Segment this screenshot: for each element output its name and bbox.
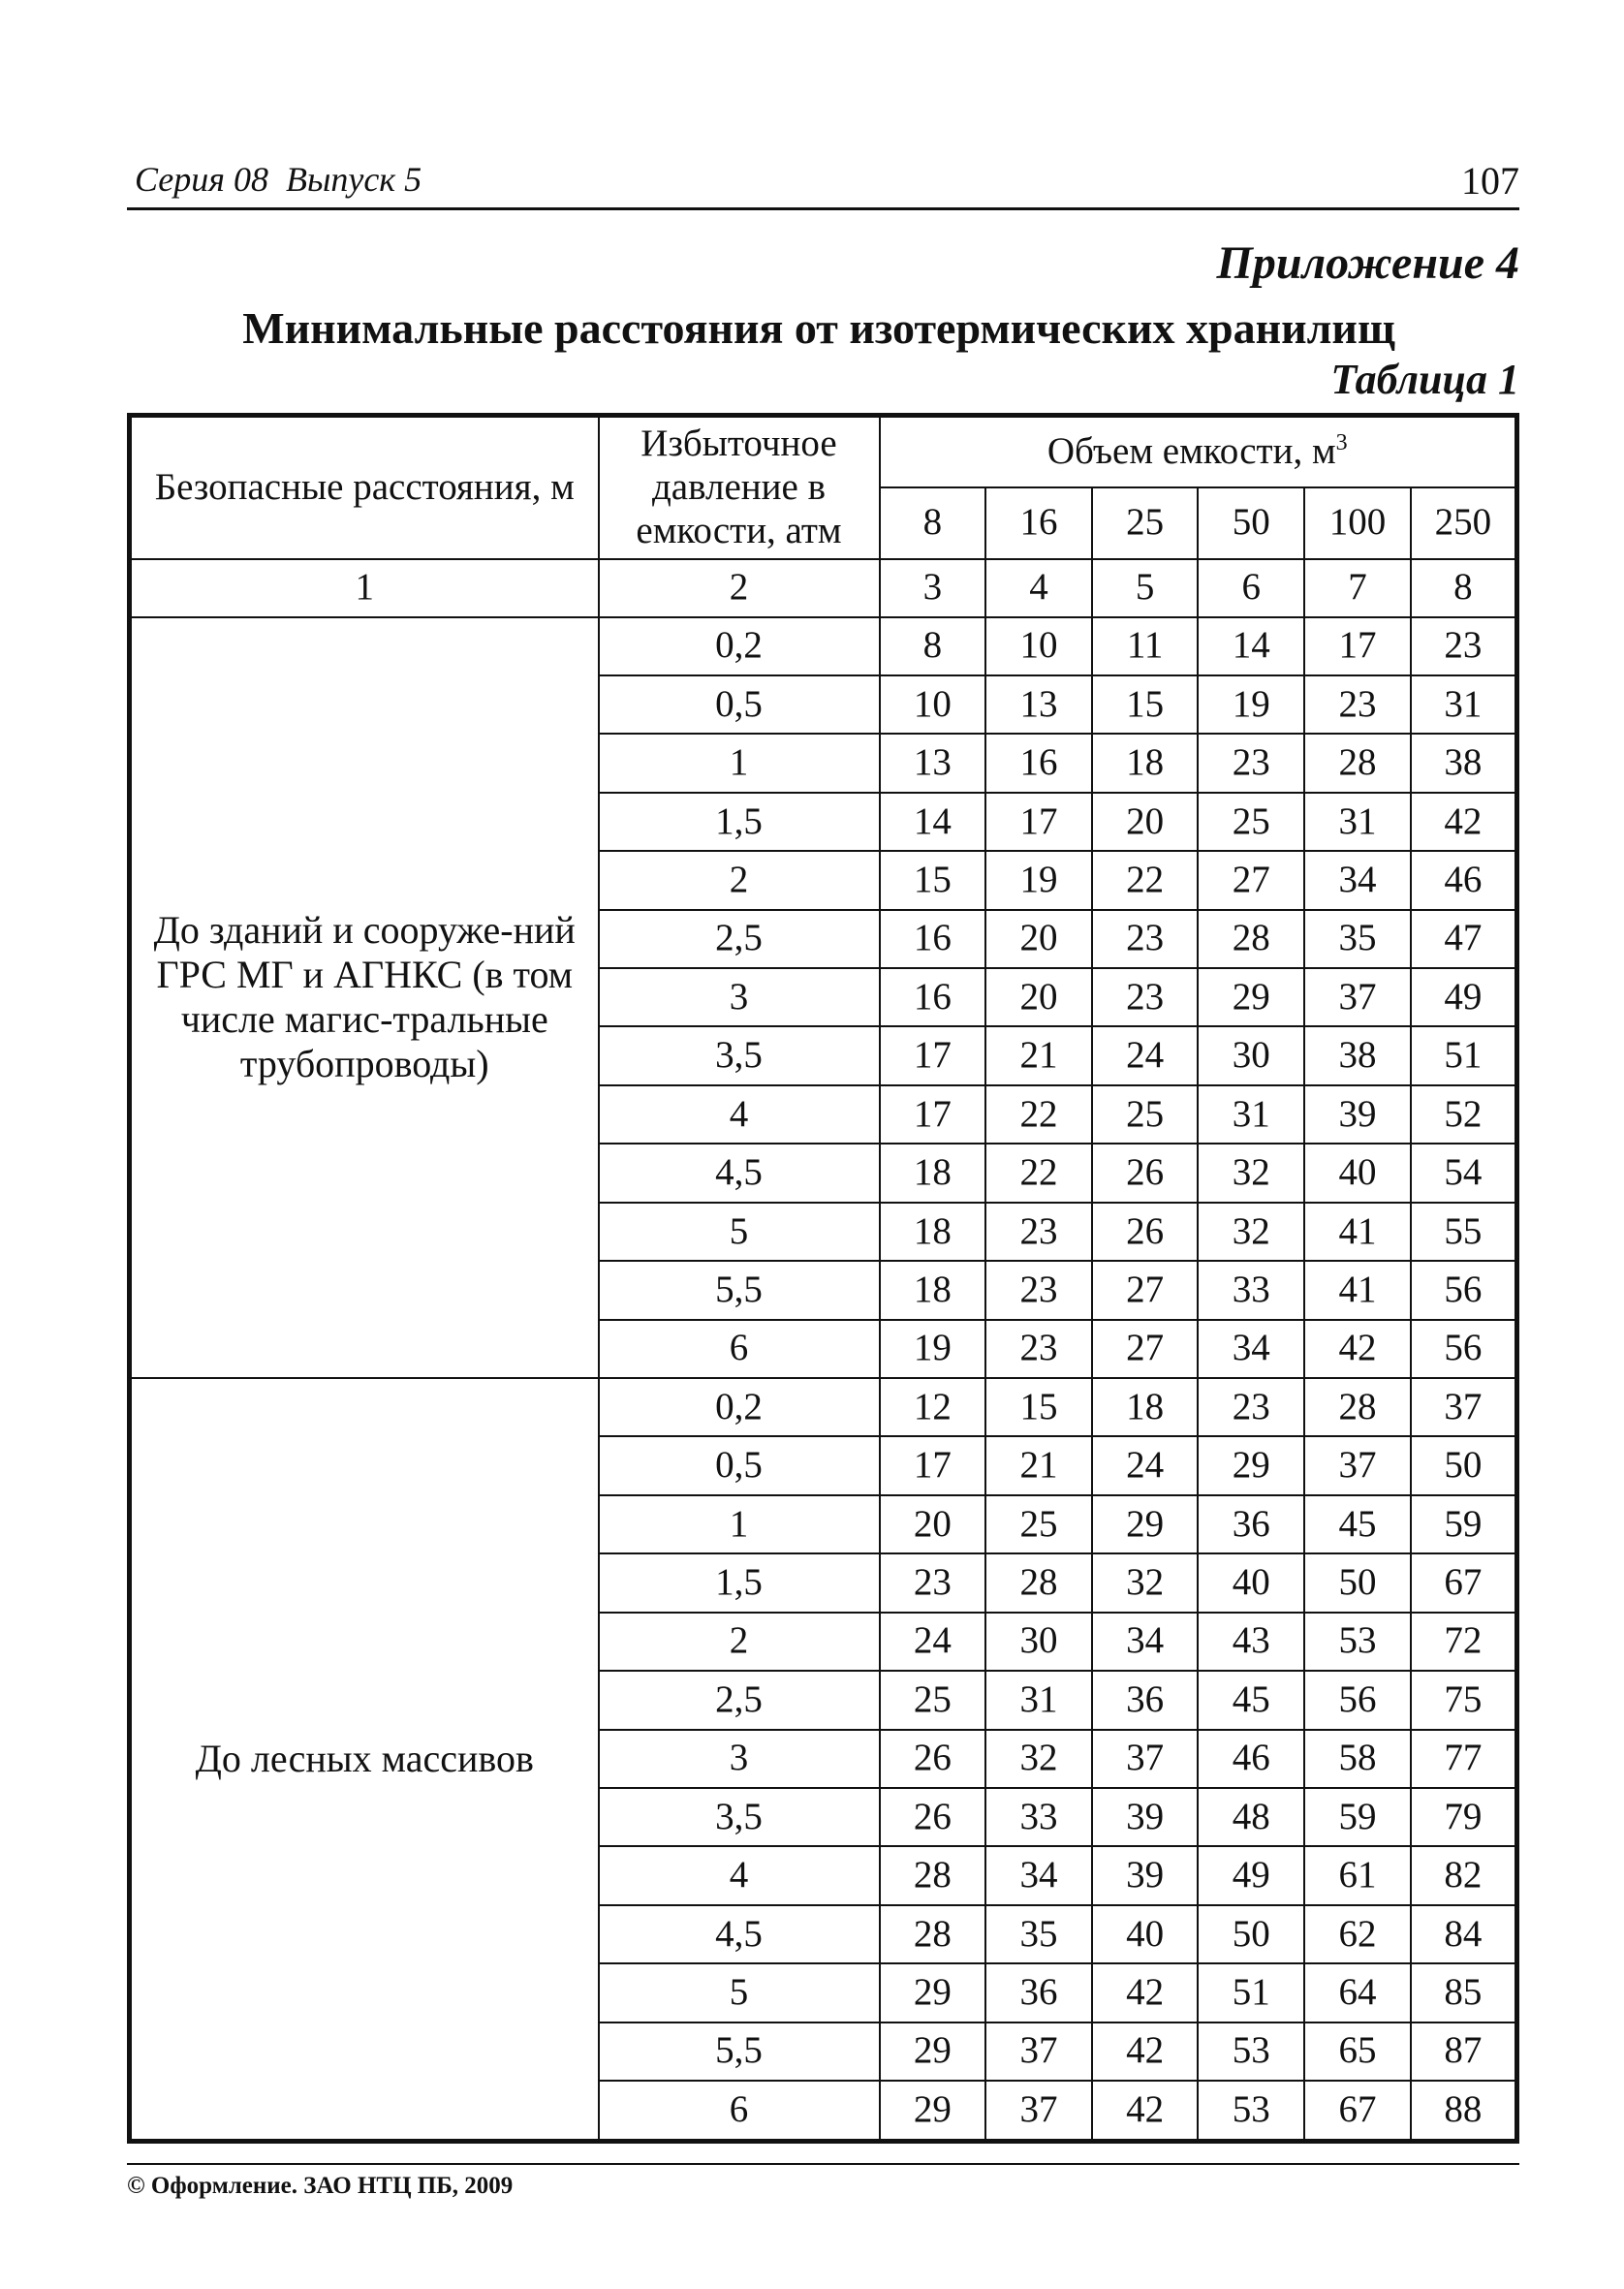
distance-value-cell: 40 — [1304, 1144, 1411, 1202]
distance-value-cell: 56 — [1411, 1320, 1517, 1378]
distance-value-cell: 53 — [1198, 2022, 1304, 2081]
distance-value-cell: 87 — [1411, 2022, 1517, 2081]
distance-value-cell: 23 — [1092, 968, 1199, 1026]
distance-value-cell: 26 — [880, 1730, 986, 1788]
distance-value-cell: 16 — [985, 734, 1092, 792]
distance-value-cell: 23 — [1198, 734, 1304, 792]
distance-value-cell: 34 — [1092, 1613, 1199, 1671]
distance-value-cell: 59 — [1411, 1495, 1517, 1553]
column-number-cell: 5 — [1092, 559, 1199, 617]
pressure-cell: 3,5 — [599, 1788, 880, 1846]
distance-value-cell: 35 — [1304, 910, 1411, 968]
distance-value-cell: 17 — [880, 1436, 986, 1494]
distance-value-cell: 72 — [1411, 1613, 1517, 1671]
distance-value-cell: 32 — [1198, 1144, 1304, 1202]
distance-value-cell: 18 — [880, 1144, 986, 1202]
column-number-cell: 6 — [1198, 559, 1304, 617]
distance-value-cell: 32 — [1198, 1203, 1304, 1261]
distance-value-cell: 51 — [1198, 1963, 1304, 2022]
pressure-cell: 1,5 — [599, 1553, 880, 1612]
distance-value-cell: 17 — [880, 1085, 986, 1144]
distance-value-cell: 24 — [880, 1613, 986, 1671]
distance-value-cell: 48 — [1198, 1788, 1304, 1846]
distance-value-cell: 56 — [1411, 1261, 1517, 1319]
distance-value-cell: 39 — [1304, 1085, 1411, 1144]
distance-value-cell: 52 — [1411, 1085, 1517, 1144]
page-title: Минимальные расстояния от изотермических хранилищ — [242, 303, 1395, 353]
distance-value-cell: 28 — [1304, 1378, 1411, 1436]
series-label: Серия 08 Выпуск 5 — [135, 160, 422, 199]
column-number-row — [130, 559, 1517, 617]
distance-value-cell: 34 — [985, 1846, 1092, 1904]
distance-value-cell: 55 — [1411, 1203, 1517, 1261]
distance-value-cell: 27 — [1092, 1320, 1199, 1378]
pressure-cell: 0,2 — [599, 617, 880, 675]
distance-value-cell: 37 — [1304, 1436, 1411, 1494]
distance-value-cell: 32 — [1092, 1553, 1199, 1612]
pressure-cell: 3 — [599, 968, 880, 1026]
distance-value-cell: 22 — [1092, 851, 1199, 909]
group-label: До зданий и сооруже-ний ГРС МГ и АГНКС (в том числе магис-тральные трубопроводы) — [130, 617, 599, 1378]
distance-value-cell: 33 — [1198, 1261, 1304, 1319]
distance-value-cell: 54 — [1411, 1144, 1517, 1202]
column-number-cell: 2 — [599, 559, 880, 617]
header-pressure: Избыточное давление в емкости, атм — [599, 416, 880, 559]
pressure-cell: 2,5 — [599, 910, 880, 968]
distance-value-cell: 28 — [985, 1553, 1092, 1612]
distance-value-cell: 22 — [985, 1144, 1092, 1202]
volume-cell: 25 — [1092, 487, 1199, 559]
distance-value-cell: 53 — [1198, 2081, 1304, 2141]
distance-value-cell: 36 — [1198, 1495, 1304, 1553]
distance-value-cell: 61 — [1304, 1846, 1411, 1904]
distance-value-cell: 14 — [880, 793, 986, 851]
distance-value-cell: 35 — [985, 1905, 1092, 1963]
distance-value-cell: 41 — [1304, 1261, 1411, 1319]
column-number-cell: 7 — [1304, 559, 1411, 617]
column-number-cell: 4 — [985, 559, 1092, 617]
group-label: До лесных массивов — [130, 1378, 599, 2142]
column-number-cell: 3 — [880, 559, 986, 617]
distance-value-cell: 18 — [1092, 734, 1199, 792]
distance-value-cell: 17 — [880, 1026, 986, 1084]
distance-value-cell: 65 — [1304, 2022, 1411, 2081]
pressure-cell: 3,5 — [599, 1026, 880, 1084]
pressure-cell: 4 — [599, 1085, 880, 1144]
distance-value-cell: 19 — [1198, 675, 1304, 734]
distance-value-cell: 15 — [880, 851, 986, 909]
distance-value-cell: 27 — [1092, 1261, 1199, 1319]
distance-value-cell: 23 — [985, 1203, 1092, 1261]
distance-value-cell: 20 — [880, 1495, 986, 1553]
pressure-cell: 4,5 — [599, 1905, 880, 1963]
distance-value-cell: 18 — [880, 1203, 986, 1261]
appendix-label: Приложение 4 — [1216, 237, 1519, 289]
distance-value-cell: 32 — [985, 1730, 1092, 1788]
volume-cell: 16 — [985, 487, 1092, 559]
running-header — [127, 153, 1519, 210]
distance-value-cell: 23 — [1092, 910, 1199, 968]
distance-value-cell: 23 — [1304, 675, 1411, 734]
distance-value-cell: 36 — [985, 1963, 1092, 2022]
distance-value-cell: 25 — [880, 1671, 986, 1729]
distance-value-cell: 22 — [985, 1085, 1092, 1144]
pressure-cell: 0,2 — [599, 1378, 880, 1436]
distance-value-cell: 36 — [1092, 1671, 1199, 1729]
pressure-cell: 1 — [599, 734, 880, 792]
distance-value-cell: 31 — [985, 1671, 1092, 1729]
volume-cell: 250 — [1411, 487, 1517, 559]
distance-value-cell: 45 — [1304, 1495, 1411, 1553]
pressure-cell: 0,5 — [599, 675, 880, 734]
distance-value-cell: 37 — [985, 2022, 1092, 2081]
distance-value-cell: 13 — [880, 734, 986, 792]
distance-value-cell: 15 — [985, 1378, 1092, 1436]
distance-value-cell: 56 — [1304, 1671, 1411, 1729]
distance-value-cell: 42 — [1092, 2022, 1199, 2081]
column-number-cell: 1 — [130, 559, 599, 617]
distance-value-cell: 25 — [1092, 1085, 1199, 1144]
distance-value-cell: 82 — [1411, 1846, 1517, 1904]
distance-value-cell: 26 — [1092, 1203, 1199, 1261]
distance-value-cell: 21 — [985, 1436, 1092, 1494]
distance-value-cell: 58 — [1304, 1730, 1411, 1788]
distance-value-cell: 62 — [1304, 1905, 1411, 1963]
distance-value-cell: 10 — [985, 617, 1092, 675]
distance-value-cell: 47 — [1411, 910, 1517, 968]
pressure-cell: 5,5 — [599, 1261, 880, 1319]
distance-value-cell: 17 — [1304, 617, 1411, 675]
header-volume-superscript: 3 — [1335, 429, 1348, 455]
distance-value-cell: 29 — [880, 2022, 986, 2081]
distance-value-cell: 45 — [1198, 1671, 1304, 1729]
volume-cell: 100 — [1304, 487, 1411, 559]
distance-value-cell: 67 — [1304, 2081, 1411, 2141]
header-volume-text: Объем емкости, м — [1046, 429, 1336, 472]
distance-value-cell: 12 — [880, 1378, 986, 1436]
table-row — [130, 617, 1517, 675]
header-volume — [880, 416, 1517, 487]
distance-value-cell: 85 — [1411, 1963, 1517, 2022]
distance-value-cell: 51 — [1411, 1026, 1517, 1084]
distance-value-cell: 31 — [1411, 675, 1517, 734]
footer-rule — [127, 2163, 1519, 2165]
pressure-cell: 4 — [599, 1846, 880, 1904]
distance-value-cell: 42 — [1411, 793, 1517, 851]
distance-value-cell: 40 — [1092, 1905, 1199, 1963]
distance-value-cell: 37 — [1304, 968, 1411, 1026]
pressure-cell: 2 — [599, 1613, 880, 1671]
distance-table — [127, 413, 1519, 2144]
distance-value-cell: 41 — [1304, 1203, 1411, 1261]
distance-value-cell: 46 — [1198, 1730, 1304, 1788]
distance-value-cell: 15 — [1092, 675, 1199, 734]
distance-value-cell: 88 — [1411, 2081, 1517, 2141]
distance-value-cell: 31 — [1198, 1085, 1304, 1144]
header-safe-distance: Безопасные расстояния, м — [130, 416, 599, 559]
distance-value-cell: 26 — [1092, 1144, 1199, 1202]
distance-value-cell: 49 — [1198, 1846, 1304, 1904]
distance-value-cell: 16 — [880, 910, 986, 968]
distance-value-cell: 37 — [1411, 1378, 1517, 1436]
distance-value-cell: 40 — [1198, 1553, 1304, 1612]
pressure-cell: 2,5 — [599, 1671, 880, 1729]
distance-value-cell: 18 — [1092, 1378, 1199, 1436]
footer-copyright: © Оформление. ЗАО НТЦ ПБ, 2009 — [127, 2173, 514, 2199]
distance-value-cell: 29 — [1198, 1436, 1304, 1494]
distance-value-cell: 23 — [1198, 1378, 1304, 1436]
distance-value-cell: 53 — [1304, 1613, 1411, 1671]
distance-value-cell: 39 — [1092, 1846, 1199, 1904]
distance-value-cell: 28 — [1198, 910, 1304, 968]
distance-value-cell: 42 — [1092, 2081, 1199, 2141]
distance-value-cell: 26 — [880, 1788, 986, 1846]
distance-value-cell: 39 — [1092, 1788, 1199, 1846]
distance-value-cell: 19 — [880, 1320, 986, 1378]
distance-value-cell: 11 — [1092, 617, 1199, 675]
pressure-cell: 1 — [599, 1495, 880, 1553]
distance-value-cell: 49 — [1411, 968, 1517, 1026]
pressure-cell: 1,5 — [599, 793, 880, 851]
distance-value-cell: 29 — [880, 1963, 986, 2022]
distance-value-cell: 23 — [1411, 617, 1517, 675]
distance-value-cell: 17 — [985, 793, 1092, 851]
distance-value-cell: 10 — [880, 675, 986, 734]
distance-value-cell: 38 — [1304, 1026, 1411, 1084]
column-number-cell: 8 — [1411, 559, 1517, 617]
distance-value-cell: 59 — [1304, 1788, 1411, 1846]
distance-value-cell: 75 — [1411, 1671, 1517, 1729]
distance-value-cell: 23 — [985, 1261, 1092, 1319]
volume-cell: 50 — [1198, 487, 1304, 559]
distance-value-cell: 29 — [880, 2081, 986, 2141]
pressure-cell: 2 — [599, 851, 880, 909]
distance-value-cell: 27 — [1198, 851, 1304, 909]
distance-value-cell: 29 — [1092, 1495, 1199, 1553]
distance-value-cell: 37 — [1092, 1730, 1199, 1788]
distance-value-cell: 67 — [1411, 1553, 1517, 1612]
distance-value-cell: 34 — [1304, 851, 1411, 909]
pressure-cell: 5 — [599, 1963, 880, 2022]
table-row — [130, 1378, 1517, 1436]
distance-value-cell: 28 — [880, 1905, 986, 1963]
distance-value-cell: 50 — [1411, 1436, 1517, 1494]
distance-value-cell: 19 — [985, 851, 1092, 909]
distance-value-cell: 28 — [880, 1846, 986, 1904]
pressure-cell: 6 — [599, 2081, 880, 2141]
distance-value-cell: 21 — [985, 1026, 1092, 1084]
distance-value-cell: 24 — [1092, 1026, 1199, 1084]
distance-value-cell: 20 — [985, 910, 1092, 968]
table-label: Таблица 1 — [1330, 356, 1519, 403]
distance-value-cell: 42 — [1092, 1963, 1199, 2022]
distance-value-cell: 34 — [1198, 1320, 1304, 1378]
pressure-cell: 5,5 — [599, 2022, 880, 2081]
distance-value-cell: 77 — [1411, 1730, 1517, 1788]
distance-value-cell: 28 — [1304, 734, 1411, 792]
distance-value-cell: 20 — [985, 968, 1092, 1026]
distance-value-cell: 16 — [880, 968, 986, 1026]
distance-value-cell: 8 — [880, 617, 986, 675]
table-body — [130, 617, 1517, 2142]
distance-value-cell: 37 — [985, 2081, 1092, 2141]
distance-value-cell: 14 — [1198, 617, 1304, 675]
distance-value-cell: 30 — [1198, 1026, 1304, 1084]
distance-value-cell: 25 — [985, 1495, 1092, 1553]
distance-value-cell: 30 — [985, 1613, 1092, 1671]
distance-value-cell: 43 — [1198, 1613, 1304, 1671]
distance-value-cell: 29 — [1198, 968, 1304, 1026]
pressure-cell: 4,5 — [599, 1144, 880, 1202]
distance-value-cell: 24 — [1092, 1436, 1199, 1494]
pressure-cell: 3 — [599, 1730, 880, 1788]
pressure-cell: 5 — [599, 1203, 880, 1261]
distance-value-cell: 18 — [880, 1261, 986, 1319]
distance-value-cell: 38 — [1411, 734, 1517, 792]
distance-value-cell: 20 — [1092, 793, 1199, 851]
distance-value-cell: 46 — [1411, 851, 1517, 909]
distance-value-cell: 31 — [1304, 793, 1411, 851]
distance-value-cell: 23 — [880, 1553, 986, 1612]
page-number: 107 — [1461, 159, 1519, 203]
distance-value-cell: 33 — [985, 1788, 1092, 1846]
distance-value-cell: 50 — [1198, 1905, 1304, 1963]
distance-value-cell: 50 — [1304, 1553, 1411, 1612]
volume-cell: 8 — [880, 487, 986, 559]
distance-value-cell: 79 — [1411, 1788, 1517, 1846]
distance-value-cell: 23 — [985, 1320, 1092, 1378]
distance-value-cell: 13 — [985, 675, 1092, 734]
distance-value-cell: 64 — [1304, 1963, 1411, 2022]
distance-value-cell: 25 — [1198, 793, 1304, 851]
distance-value-cell: 42 — [1304, 1320, 1411, 1378]
distance-value-cell: 84 — [1411, 1905, 1517, 1963]
pressure-cell: 6 — [599, 1320, 880, 1378]
pressure-cell: 0,5 — [599, 1436, 880, 1494]
